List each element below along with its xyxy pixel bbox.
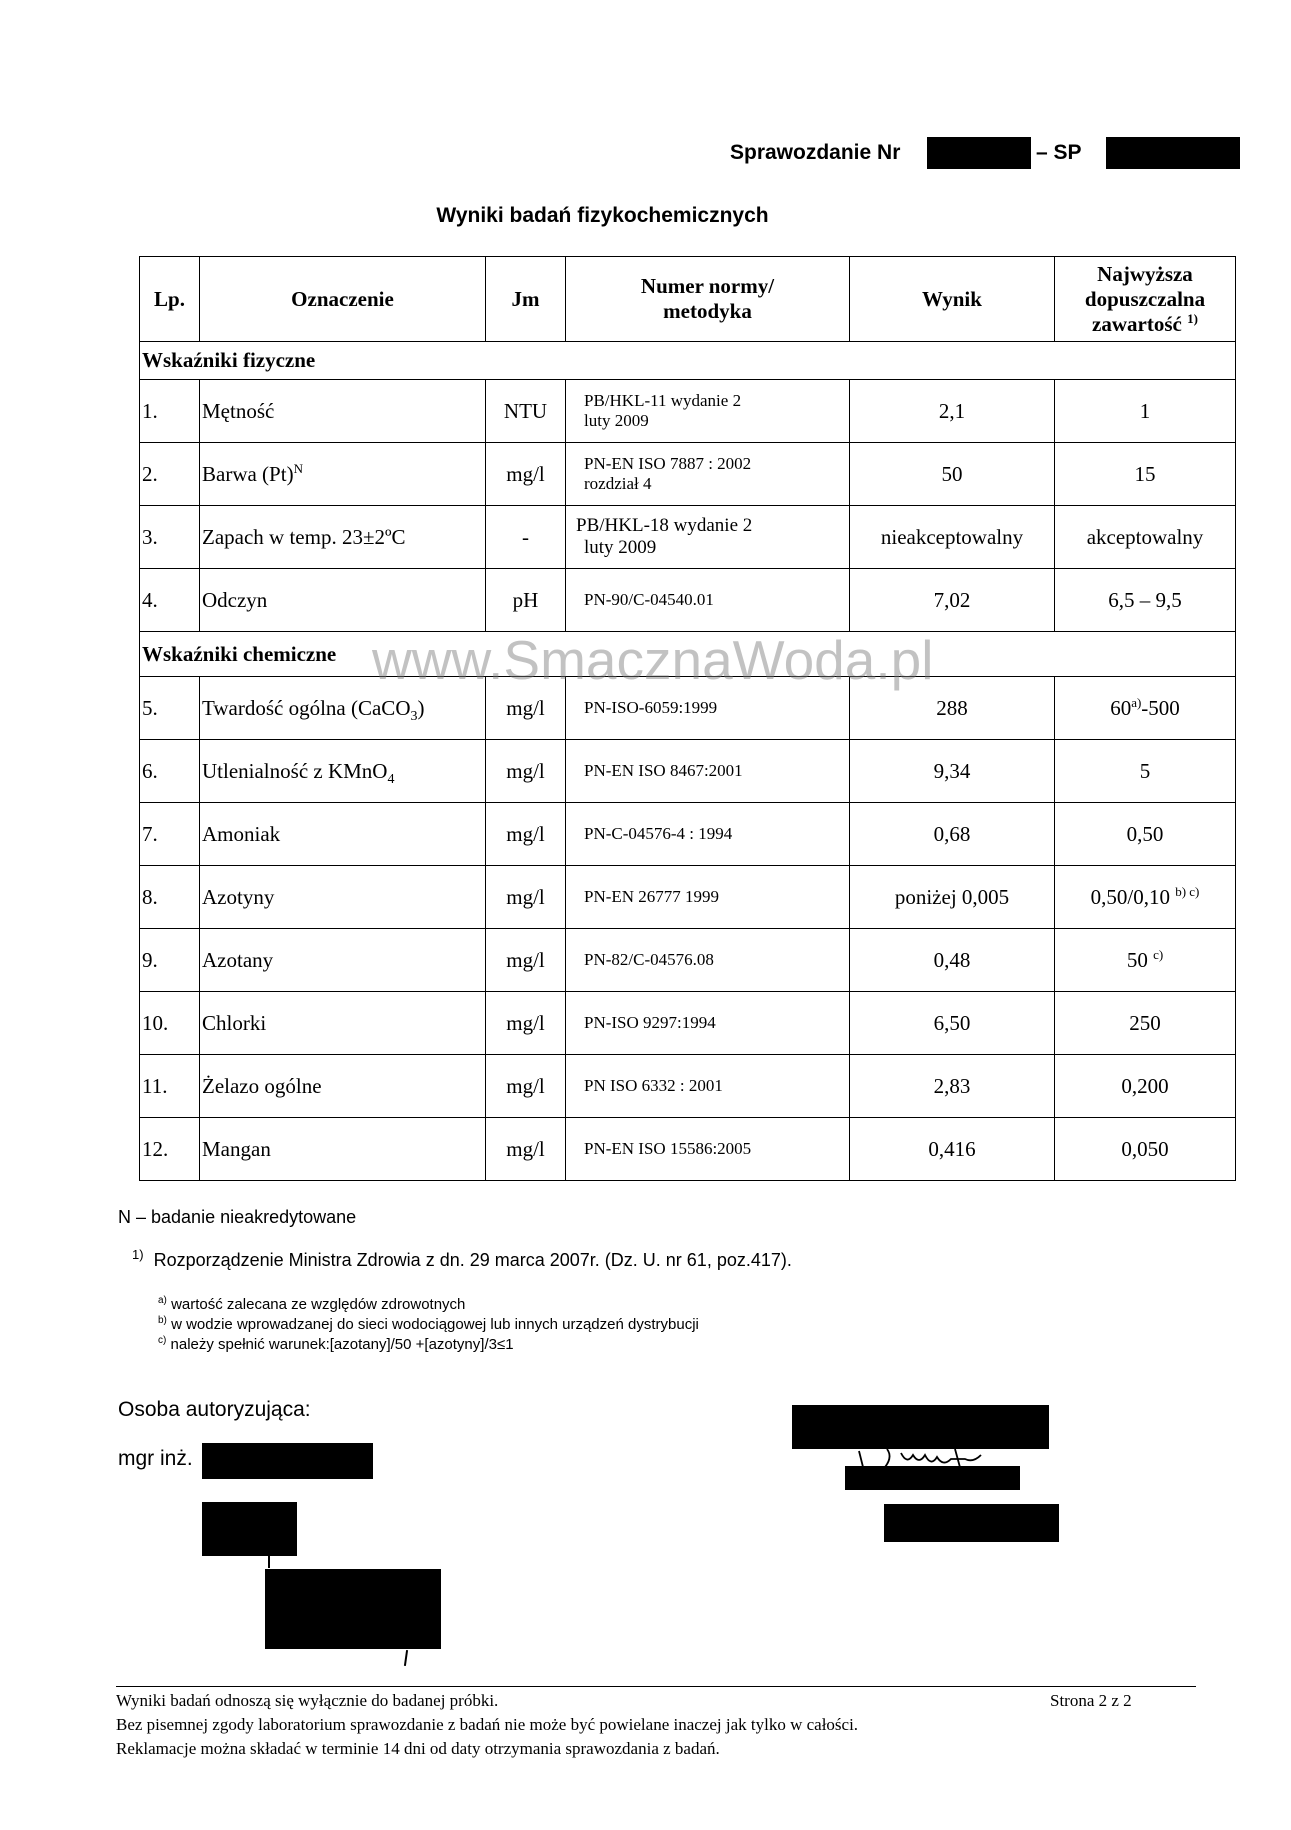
footer-line-3: Reklamacje można składać w terminie 14 dni od daty otrzymania sprawozdania z badań. — [116, 1739, 720, 1758]
note-c: $^{c)}$ należy spełnić warunek:[azotany]/50 +[azotyny]/3≤1 — [158, 1335, 514, 1353]
redacted-stamp-top — [792, 1405, 1049, 1449]
table-row: 2. Barwa $(Pt)^N$ mg/l PN-EN ISO 7887 : 2002 rozdział 4 50 15 — [140, 443, 1236, 506]
table-row: 6. Utlenialność z KMnO$_4$ mg/l PN-EN ISO 8467:2001 9,34 5 — [140, 740, 1236, 803]
results-table — [139, 256, 1236, 1181]
redacted-stamp-middle — [845, 1466, 1020, 1490]
col-max: Najwyższa dopuszczalna zawartość $^{1)}$ — [1055, 257, 1236, 342]
redacted-stamp-bottom — [884, 1504, 1059, 1542]
redacted-signature-block-2 — [265, 1569, 441, 1649]
col-result: Wynik — [850, 257, 1055, 342]
authorized-person-title: mgr inż. — [118, 1447, 193, 1470]
note-not-accredited: N – badanie nieakredytowane — [118, 1207, 357, 1227]
table-row: 1. Mętność NTU PB/HKL-11 wydanie 2 luty 2009 2,1 1 — [140, 380, 1236, 443]
table-row: 8. Azotyny mg/l PN-EN 26777 1999 poniżej 0,005 0,50/0,10 $^{b) c)}$ — [140, 866, 1236, 929]
section-chemical-label: Wskaźniki chemiczne — [140, 632, 1236, 677]
report-number-label: Sprawozdanie Nr — [730, 141, 901, 164]
footer-line-1: Wyniki badań odnoszą się wyłącznie do badanej próbki. — [116, 1691, 499, 1710]
table-row: 12. Mangan mg/l PN-EN ISO 15586:2005 0,416 0,050 — [140, 1118, 1236, 1181]
footer-line-2: Bez pisemnej zgody laboratorium sprawozdanie z badań nie może być powielane inaczej jak tylko w całości. — [116, 1715, 859, 1734]
report-header — [730, 135, 1240, 169]
note-b: $^{b)}$ w wodzie wprowadzanej do sieci wodociągowej lub innych urządzeń dystrybucji — [158, 1315, 699, 1333]
pen-mark — [404, 1650, 408, 1666]
page-number: Strona 2 z 2 — [1050, 1691, 1132, 1710]
redacted-report-suffix — [1106, 137, 1240, 169]
table-row: 5. Twardość ogólna (CaCO$_3$) mg/l PN-ISO-6059:1999 288 60$^{a)}$-500 — [140, 677, 1236, 740]
table-row: 4. Odczyn pH PN-90/C-04540.01 7,02 6,5 – 9,5 — [140, 569, 1236, 632]
report-separator: – SP — [1036, 141, 1082, 164]
table-header-row — [140, 257, 1236, 342]
table-row: 9. Azotany mg/l PN-82/C-04576.08 0,48 50 $^{c)}$ — [140, 929, 1236, 992]
table-row: 11. Żelazo ogólne mg/l PN ISO 6332 : 2001 2,83 0,200 — [140, 1055, 1236, 1118]
page-title: Wyniki badań fizykochemicznych — [436, 204, 769, 227]
redacted-person-name — [202, 1443, 373, 1479]
table-row: 7. Amoniak mg/l PN-C-04576-4 : 1994 0,68 0,50 — [140, 803, 1236, 866]
table-row: 10. Chlorki mg/l PN-ISO 9297:1994 6,50 250 — [140, 992, 1236, 1055]
watermark-text: www.SmacznaWoda.pl — [372, 629, 934, 691]
redacted-signature-block-1 — [202, 1502, 297, 1556]
col-name: Oznaczenie — [200, 257, 486, 342]
redacted-report-number — [927, 137, 1031, 169]
pen-mark — [268, 1556, 270, 1568]
note-regulation: $^{1)}$ Rozporządzenie Ministra Zdrowia z dn. 29 marca 2007r. (Dz. U. nr 61, poz.417). — [132, 1247, 792, 1270]
table-row: 3. Zapach w temp. 23±2ºC - PB/HKL-18 wydanie 2 luty 2009 nieakceptowalny akceptowalny — [140, 506, 1236, 569]
footer-divider — [116, 1686, 1196, 1687]
authorization-label: Osoba autoryzująca: — [118, 1398, 311, 1421]
note-a: $^{a)}$ wartość zalecana ze względów zdrowotnych — [158, 1295, 466, 1313]
col-unit: Jm — [486, 257, 566, 342]
section-row-physical — [140, 342, 1236, 380]
col-lp: Lp. — [140, 257, 200, 342]
section-physical-label: Wskaźniki fizyczne — [140, 342, 1236, 380]
col-norm: Numer normy/ metodyka — [566, 257, 850, 342]
